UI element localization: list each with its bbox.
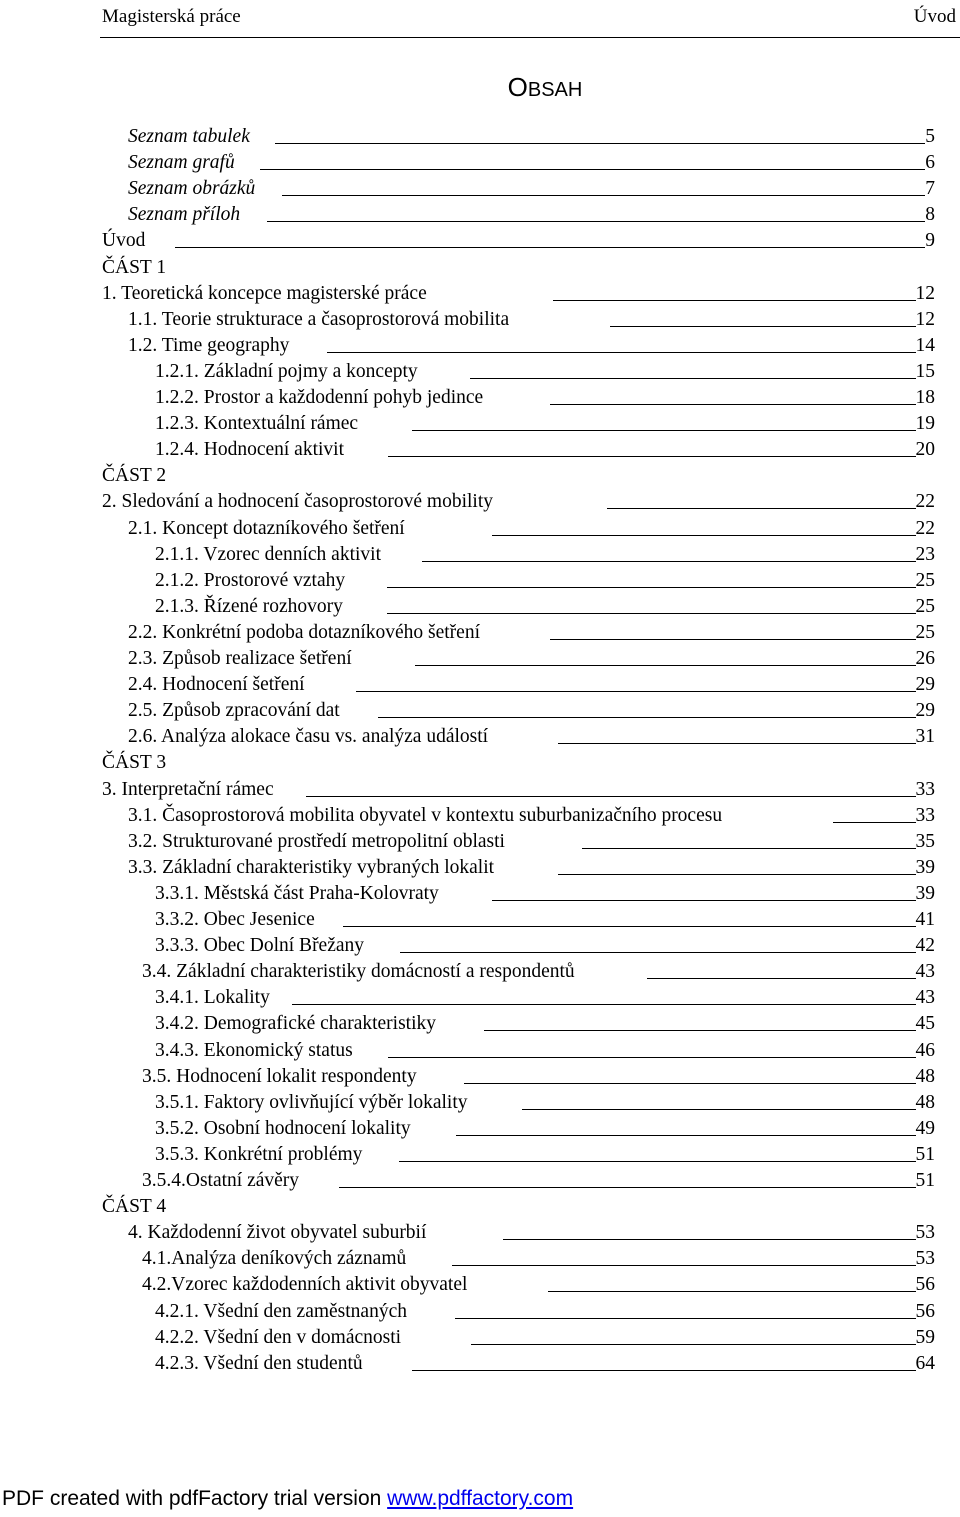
toc-entry[interactable] (155, 1088, 935, 1114)
toc-entry-label: 3.4.1. Lokality (155, 987, 270, 1009)
toc-entry[interactable] (142, 1244, 935, 1270)
footer-link[interactable]: www.pdffactory.com (387, 1487, 574, 1510)
toc-entry-page: 43 (915, 961, 935, 983)
toc-leader-line (275, 142, 925, 144)
toc-entry-label: 2.1.1. Vzorec denních aktivit (155, 543, 381, 565)
toc-entry-page: 15 (915, 360, 935, 382)
toc-leader-line (343, 925, 916, 927)
toc-leader-line (522, 1108, 916, 1110)
toc-entry-label: 3.5.2. Osobní hodnocení lokality (155, 1117, 411, 1139)
toc-leader-line (456, 1134, 916, 1136)
toc-entry-page: 12 (915, 308, 935, 330)
toc-entry-label: ČÁST 3 (102, 752, 167, 774)
toc-entry-page: 19 (915, 413, 935, 435)
toc-entry[interactable] (155, 905, 935, 931)
toc-entry-label: 1.2.4. Hodnocení aktivit (155, 439, 345, 461)
toc-entry-label: 1.2. Time geography (128, 334, 290, 356)
toc-entry-page: 64 (915, 1352, 935, 1374)
toc-entry[interactable] (128, 801, 935, 827)
toc-entry-page: 33 (915, 778, 935, 800)
toc-entry[interactable] (155, 1140, 935, 1166)
toc-leader-line (339, 1186, 916, 1188)
toc-leader-line (550, 638, 916, 640)
toc-entry-label: Úvod (102, 230, 146, 252)
toc-entry[interactable] (142, 1062, 935, 1088)
toc-entry-label: 1.2.1. Základní pojmy a koncepty (155, 360, 418, 382)
toc-entry-page: 46 (915, 1039, 935, 1061)
toc-leader-line (452, 1264, 916, 1266)
toc-entry[interactable] (128, 670, 935, 696)
toc-entry-label: 1.2.3. Kontextuální rámec (155, 413, 359, 435)
toc-entry-page: 25 (915, 621, 935, 643)
toc-entry[interactable] (102, 487, 935, 513)
toc-entry[interactable] (102, 226, 935, 252)
toc-title (0, 72, 960, 103)
toc-entry-label: 1. Teoretická koncepce magisterské práce (102, 282, 427, 304)
toc-entry[interactable] (155, 1036, 935, 1062)
toc-entry-label: 3.4.2. Demografické charakteristiky (155, 1013, 437, 1035)
toc-entry-label: 3.5.1. Faktory ovlivňující výběr lokality (155, 1091, 468, 1113)
toc-leader-line (582, 847, 916, 849)
toc-entry-page: 41 (915, 909, 935, 930)
toc-title-rest: BSAH (527, 79, 583, 101)
toc-entry-page: 9 (925, 230, 935, 252)
toc-leader-line (260, 168, 925, 170)
toc-entry[interactable] (128, 696, 935, 722)
toc-entry[interactable] (128, 827, 935, 853)
toc-entry-label: Seznam tabulek (128, 126, 250, 147)
toc-entry-page: 39 (915, 856, 935, 878)
toc-leader-line (833, 821, 916, 823)
toc-leader-line (550, 403, 916, 405)
toc-entry-page: 29 (915, 674, 935, 696)
header-rule (100, 37, 960, 38)
toc-part-heading[interactable] (102, 1192, 935, 1218)
toc-entry[interactable] (128, 722, 935, 748)
toc-leader-line (553, 299, 916, 301)
toc-entry[interactable] (142, 957, 935, 983)
toc-entry-page: 53 (915, 1222, 935, 1244)
footer-text: PDF created with pdfFactory trial version (2, 1487, 388, 1510)
toc-leader-line (267, 220, 925, 222)
toc-part-heading[interactable] (102, 748, 935, 774)
toc-entry[interactable] (128, 853, 935, 879)
toc-entry[interactable] (155, 1323, 935, 1349)
toc-entry-page: 29 (915, 700, 935, 722)
toc-entry-page: 5 (925, 126, 935, 147)
toc-entry-page: 56 (915, 1300, 935, 1322)
toc-leader-line (607, 507, 916, 509)
toc-entry[interactable] (128, 514, 935, 540)
toc-entry-label: 2.1. Koncept dotazníkového šetření (128, 517, 405, 539)
toc-title-initial: O (507, 72, 528, 102)
running-header-title: Magisterská práce (102, 6, 241, 27)
toc-entry-label: 2.2. Konkrétní podoba dotazníkového šetření (128, 621, 480, 643)
toc-entry-page: 22 (915, 491, 935, 513)
toc-entry-page: 8 (925, 204, 935, 226)
toc-entry[interactable] (128, 122, 935, 148)
toc-entry-page: 14 (915, 334, 935, 356)
toc-leader-line (484, 1029, 916, 1031)
toc-entry-label: 3.1. Časoprostorová mobilita obyvatel v kontextu suburbanizačního procesu (128, 804, 723, 826)
toc-entry-label: 4.2.3. Všední den studentů (155, 1352, 363, 1374)
toc-entry-label: 2.6. Analýza alokace času vs. analýza událostí (128, 726, 489, 748)
toc-leader-line (492, 534, 916, 536)
toc-entry[interactable] (128, 148, 935, 174)
toc-leader-line (503, 1238, 916, 1240)
toc-leader-line (455, 1317, 916, 1319)
toc-entry[interactable] (128, 305, 935, 331)
toc-entry-label: 4. Každodenní život obyvatel suburbií (128, 1222, 427, 1244)
toc-entry-label: 3.5. Hodnocení lokalit respondenty (142, 1065, 417, 1087)
toc-leader-line (558, 742, 916, 744)
toc-entry[interactable] (155, 983, 935, 1009)
toc-entry-label: ČÁST 4 (102, 1196, 167, 1218)
toc-leader-line (415, 664, 916, 666)
toc-entry-label: Seznam obrázků (128, 178, 256, 200)
toc-leader-line (282, 194, 925, 196)
toc-entry[interactable] (142, 1270, 935, 1296)
toc-entry[interactable] (155, 409, 935, 435)
toc-entry-page: 35 (915, 830, 935, 852)
toc-entry-page: 48 (915, 1065, 935, 1087)
toc-entry-label: 3.3.3. Obec Dolní Břežany (155, 935, 365, 957)
toc-leader-line (412, 429, 916, 431)
toc-entry-page: 59 (915, 1326, 935, 1348)
toc-entry[interactable] (155, 357, 935, 383)
toc-entry-page: 51 (915, 1143, 935, 1165)
running-header-section: Úvod (913, 6, 956, 27)
toc-entry[interactable] (155, 931, 935, 957)
toc-entry-page: 45 (915, 1013, 935, 1035)
toc-entry-label: 2.5. Způsob zpracování dat (128, 700, 340, 722)
toc-entry-page: 20 (915, 439, 935, 461)
toc-entry-page: 42 (915, 935, 935, 957)
toc-entry-label: 4.1.Analýza deníkových záznamů (142, 1248, 407, 1270)
toc-leader-line (412, 1369, 916, 1371)
toc-entry-label: 2. Sledování a hodnocení časoprostorové mobility (102, 491, 494, 513)
toc-leader-line (356, 690, 916, 692)
toc-leader-line (388, 1056, 916, 1058)
toc-entry-page: 26 (915, 648, 935, 669)
toc-entry-page: 12 (915, 282, 935, 304)
toc-entry[interactable] (155, 383, 935, 409)
toc-entry-label: ČÁST 1 (102, 256, 167, 278)
toc-entry-page: 25 (915, 595, 935, 617)
toc-leader-line (292, 1003, 916, 1005)
toc-leader-line (470, 377, 916, 379)
toc-entry-label: Seznam příloh (128, 204, 241, 226)
toc-entry[interactable] (128, 618, 935, 644)
toc-leader-line (548, 1290, 916, 1292)
toc-leader-line (388, 455, 916, 457)
toc-entry-label: 3.3.1. Městská část Praha-Kolovraty (155, 882, 439, 904)
toc-entry[interactable] (155, 1009, 935, 1035)
toc-entry[interactable] (155, 592, 935, 618)
toc-entry[interactable] (155, 540, 935, 566)
toc-leader-line (422, 560, 916, 562)
toc-entry-label: 4.2.1. Všední den zaměstnaných (155, 1300, 407, 1322)
toc-entry[interactable] (155, 879, 935, 905)
toc-entry-label: 4.2.2. Všední den v domácnosti (155, 1326, 402, 1348)
toc-entry-page: 7 (925, 178, 935, 200)
toc-entry-label: 2.3. Způsob realizace šetření (128, 648, 352, 669)
toc-leader-line (400, 951, 916, 953)
toc-part-heading[interactable] (102, 461, 935, 487)
toc-leader-line (399, 1160, 916, 1162)
toc-entry[interactable] (128, 1218, 935, 1244)
pdf-footer (2, 1487, 573, 1511)
toc-entry-label: 3.4. Základní charakteristiky domácností a respondentů (142, 961, 575, 983)
toc-leader-line (378, 716, 916, 718)
toc-entry-label: 3.5.4.Ostatní závěry (142, 1170, 300, 1191)
toc-entry-page: 49 (915, 1117, 935, 1139)
toc-entry-page: 53 (915, 1248, 935, 1270)
toc-entry-page: 25 (915, 569, 935, 591)
toc-entry-page: 22 (915, 517, 935, 539)
toc-leader-line (471, 1343, 916, 1345)
toc-entry-label: 3.3. Základní charakteristiky vybraných lokalit (128, 856, 495, 878)
toc-entry-page: 43 (915, 987, 935, 1009)
toc-entry-page: 23 (915, 543, 935, 565)
toc-entry-page: 39 (915, 882, 935, 904)
toc-leader-line (387, 612, 916, 614)
toc-entry-label: 3.4.3. Ekonomický status (155, 1039, 353, 1061)
toc-entry-label: 3. Interpretační rámec (102, 778, 274, 800)
toc-entry-label: 2.4. Hodnocení šetření (128, 674, 305, 696)
toc-entry-page: 31 (915, 726, 935, 748)
toc-leader-line (175, 246, 925, 248)
toc-leader-line (327, 351, 916, 353)
toc-entry-page: 6 (925, 152, 935, 174)
toc-leader-line (306, 795, 916, 797)
toc-entry-label: 2.1.2. Prostorové vztahy (155, 569, 346, 591)
toc-entry-label: 3.3.2. Obec Jesenice (155, 909, 315, 930)
toc-leader-line (647, 977, 916, 979)
toc-leader-line (387, 586, 916, 588)
toc-leader-line (492, 899, 916, 901)
toc-entry-label: 3.5.3. Konkrétní problémy (155, 1143, 363, 1165)
toc-entry-page: 18 (915, 387, 935, 408)
toc-entry[interactable] (128, 331, 935, 357)
toc-entry-label: 3.2. Strukturované prostředí metropolitní oblasti (128, 830, 505, 852)
toc-entry-label: ČÁST 2 (102, 465, 167, 487)
toc-leader-line (558, 873, 916, 875)
toc-entry-label: 1.2.2. Prostor a každodenní pohyb jedince (155, 387, 484, 408)
toc-entry-page: 48 (915, 1091, 935, 1113)
toc-entry-label: 2.1.3. Řízené rozhovory (155, 595, 343, 617)
toc-entry[interactable] (102, 775, 935, 801)
toc-entry[interactable] (155, 566, 935, 592)
toc-entry[interactable] (155, 1349, 935, 1375)
toc-entry[interactable] (128, 200, 935, 226)
toc-part-heading[interactable] (102, 253, 935, 279)
toc-entry-page: 51 (915, 1170, 935, 1191)
toc-entry[interactable] (128, 174, 935, 200)
toc-entry-label: Seznam grafů (128, 152, 235, 174)
toc-entry-page: 56 (915, 1274, 935, 1296)
toc-entry[interactable] (102, 279, 935, 305)
toc-entry-label: 1.1. Teorie strukturace a časoprostorová mobilita (128, 308, 510, 330)
toc-entry[interactable] (155, 1297, 935, 1323)
toc-entry[interactable] (155, 435, 935, 461)
toc-entry-label: 4.2.Vzorec každodenních aktivit obyvatel (142, 1274, 468, 1296)
toc-entry-page: 33 (915, 804, 935, 826)
toc-entry[interactable] (155, 1114, 935, 1140)
toc-entry[interactable] (142, 1166, 935, 1192)
toc-leader-line (464, 1082, 916, 1084)
toc-leader-line (610, 325, 916, 327)
toc-entry[interactable] (128, 644, 935, 670)
